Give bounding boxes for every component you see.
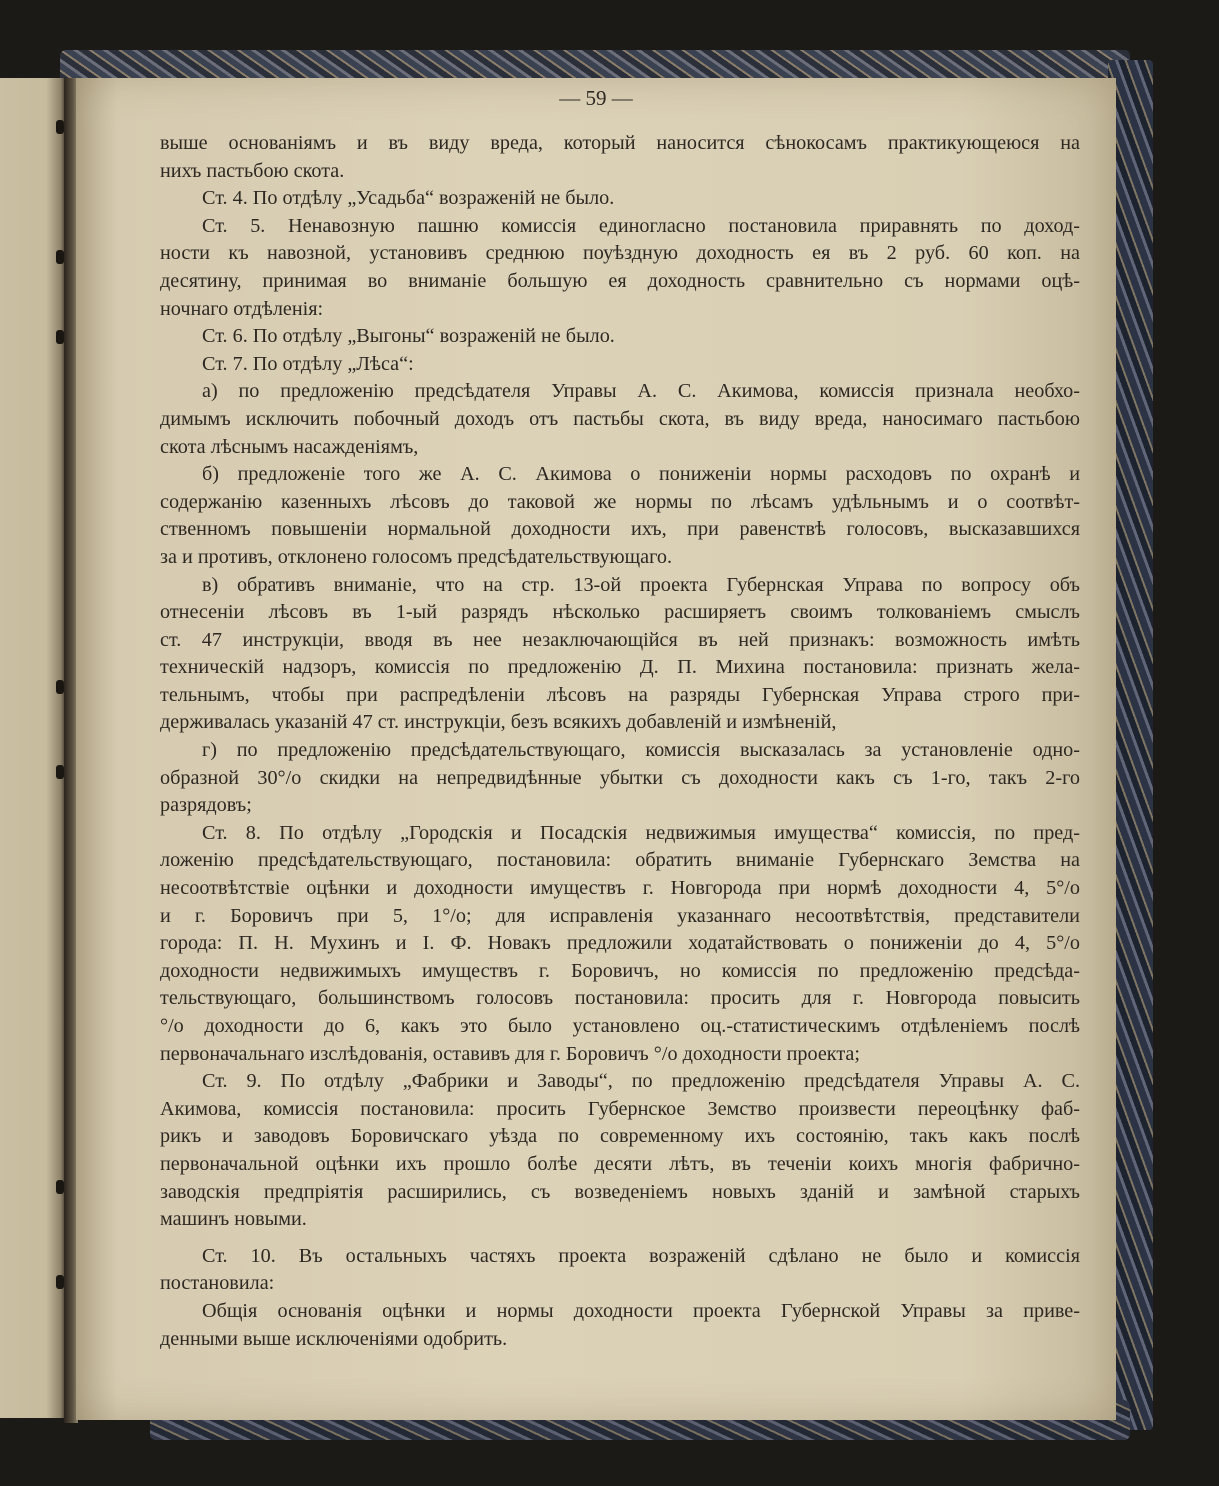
text-line: заводскія предпріятія расширились, съ возведеніемъ новыхъ зданій и замѣной старыхъ	[160, 1180, 1080, 1203]
text-line: образной 30°/о скидки на непредвидѣнные убытки съ доходности какъ съ 1-го, такъ 2-го	[160, 766, 1080, 789]
text-line: десятину, принимая во вниманіе большую ея доходность сравнительно съ нормами оцѣ-	[160, 269, 1080, 292]
text-line: ст. 47 инструкціи, вводя въ нее незаключающійся въ ней признакъ: возможность имѣть	[160, 628, 1080, 651]
text-line: выше основаніямъ и въ виду вреда, который наносится сѣнокосамъ практикующеюся на	[160, 132, 1080, 154]
binding-stitch	[56, 680, 64, 694]
binding-stitch	[56, 120, 64, 134]
text-line: нихъ пастьбою скота.	[160, 159, 345, 182]
text-line: держивалась указаній 47 ст. инструкціи, безъ всякихъ добавленій и измѣненій,	[160, 711, 837, 734]
text-line: доходности недвижимыхъ имуществъ г. Боровичъ, но комиссія по предложенію предсѣда-	[160, 959, 1080, 982]
text-line: отнесеніи лѣсовъ въ 1-ый разрядъ нѣсколько расширяетъ своимъ толкованіемъ смыслъ	[160, 601, 1080, 624]
text-line: скота лѣснымъ насажденіямъ,	[160, 435, 419, 458]
text-line: машинъ новыми.	[160, 1208, 307, 1231]
text-line: Общія основанія оцѣнки и нормы доходности проекта Губернской Управы за приве-	[202, 1299, 1080, 1322]
text-line: ности къ навозной, установивъ среднюю поуѣздную доходность ея въ 2 руб. 60 коп. на	[160, 242, 1080, 265]
text-line: Ст. 4. По отдѣлу „Усадьба“ возраженій не было.	[202, 187, 615, 210]
text-line: рикъ и заводовъ Боровичскаго уѣзда по современному ихъ состоянію, такъ какъ послѣ	[160, 1125, 1080, 1148]
text-line: Ст. 8. По отдѣлу „Городскія и Посадскія недвижимыя имущества“ комиссія, по пред-	[202, 821, 1080, 844]
text-line: и г. Боровичъ при 5, 1°/о; для исправленія указаннаго несоотвѣтствія, представители	[160, 904, 1080, 927]
text-line: б) предложеніе того же А. С. Акимова о пониженіи нормы расходовъ по охранѣ и	[202, 463, 1080, 486]
text-line: тельнымъ, чтобы при распредѣленіи лѣсовъ на разряды Губернская Управа строго при-	[160, 683, 1080, 706]
body-text	[160, 130, 1080, 1353]
text-line: ночнаго отдѣленія:	[160, 297, 324, 320]
binding-stitch	[56, 765, 64, 779]
text-line: Ст. 6. По отдѣлу „Выгоны“ возраженій не было.	[202, 325, 615, 348]
text-line: города: П. Н. Мухинъ и І. Ф. Новакъ предложили ходатайствовать о пониженіи до 4, 5°/о	[160, 932, 1080, 955]
text-line: первоначальной оцѣнки ихъ прошло болѣе десяти лѣтъ, въ теченіи коихъ многія фабрично-	[160, 1152, 1080, 1175]
text-line: постановила:	[160, 1272, 275, 1295]
binding-stitch	[56, 1180, 64, 1194]
text-line: г) по предложенію предсѣдательствующаго, комиссія высказалась за установленіе одно-	[202, 739, 1080, 762]
text-line: разрядовъ;	[160, 794, 252, 817]
text-line: денными выше исключеніями одобрить.	[160, 1327, 508, 1350]
binding-stitch	[56, 330, 64, 344]
text-line: техническій надзоръ, комиссія по предложенію Д. П. Михина постановила: признать жела-	[160, 656, 1080, 679]
text-line: Акимова, комиссія постановила: просить Губернское Земство произвести переоцѣнку фаб-	[160, 1097, 1080, 1120]
text-line: а) по предложенію предсѣдателя Управы А. С. Акимова, комиссія признала необхо-	[202, 380, 1080, 403]
document-page	[76, 78, 1116, 1420]
paragraph-gap	[160, 1234, 1080, 1243]
text-line: Ст. 10. Въ остальныхъ частяхъ проекта возраженій сдѣлано не было и комиссія	[202, 1244, 1080, 1267]
text-line: содержанію казенныхъ лѣсовъ до таковой же нормы по лѣсамъ удѣльнымъ и о соотвѣт-	[160, 490, 1080, 513]
text-line: первоначальнаго изслѣдованія, оставивъ для г. Боровичъ °/о доходности проекта;	[160, 1042, 860, 1065]
facing-page-left	[0, 78, 66, 1418]
text-line: в) обративъ вниманіе, что на стр. 13-ой проекта Губернская Управа по вопросу объ	[202, 573, 1080, 596]
text-line: ственномъ повышеніи нормальной доходности ихъ, при равенствѣ голосовъ, высказавшихся	[160, 518, 1080, 541]
text-line: Ст. 7. По отдѣлу „Лѣса“:	[202, 352, 414, 375]
text-line: ложенію предсѣдательствующаго, постановила: обратить вниманіе Губернскаго Земства на	[160, 849, 1080, 872]
text-line: °/о доходности до 6, какъ это было установлено оц.-статистическимъ отдѣленіемъ послѣ	[160, 1015, 1080, 1037]
text-line: за и противъ, отклонено голосомъ предсѣдательствующаго.	[160, 545, 673, 568]
text-line: несоотвѣтствіе оцѣнки и доходности имуществъ г. Новгорода при нормѣ доходности 4, 5°/о	[160, 877, 1080, 900]
text-line: Ст. 9. По отдѣлу „Фабрики и Заводы“, по предложенію предсѣдателя Управы А. С.	[202, 1070, 1080, 1093]
text-line: Ст. 5. Ненавозную пашню комиссія единогласно постановила приравнять по доход-	[202, 214, 1080, 237]
text-line: тельствующаго, большинствомъ голосовъ постановила: просить для г. Новгорода повысить	[160, 987, 1080, 1010]
binding-stitch	[56, 250, 64, 264]
binding-stitch	[56, 1275, 64, 1289]
page-number: — 59 —	[559, 86, 633, 110]
text-line: димымъ исключить побочный доходъ отъ пастьбы скота, въ виду вреда, наносимаго пастьбою	[160, 407, 1080, 430]
